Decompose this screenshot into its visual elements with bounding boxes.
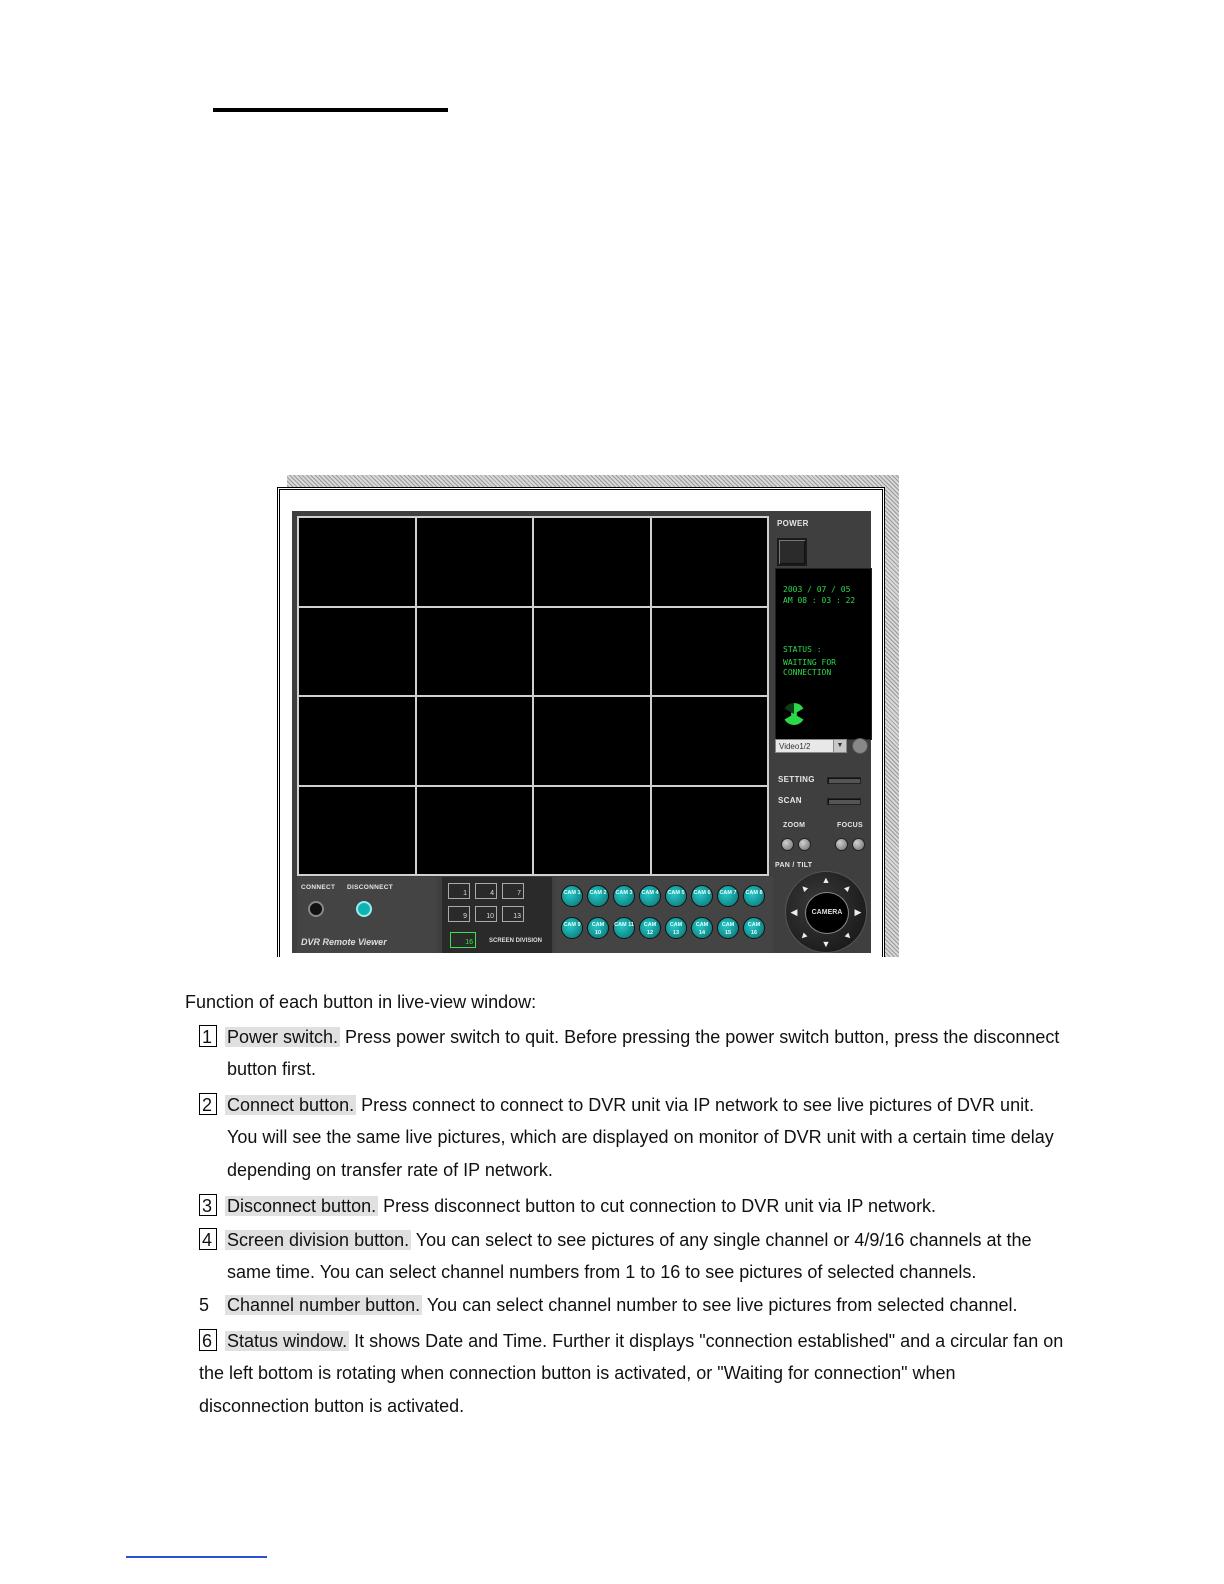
- video-channel-10[interactable]: [417, 697, 533, 785]
- screen-division-panel: [442, 877, 552, 953]
- chevron-down-icon[interactable]: ▼: [833, 740, 846, 752]
- item-4-text: You can select to see pictures of any single channel or 4/9/16 channels at the: [411, 1230, 1032, 1250]
- scan-slider[interactable]: [827, 798, 861, 805]
- division-13-button[interactable]: 13: [502, 906, 524, 922]
- arrow-down-right-icon[interactable]: ▼: [841, 929, 855, 943]
- select-go-button[interactable]: [852, 738, 868, 754]
- header-rule: [213, 108, 448, 112]
- item-3-text: Press disconnect button to cut connection to DVR unit via IP network.: [378, 1196, 937, 1216]
- power-button[interactable]: [777, 538, 807, 566]
- video-channel-8[interactable]: [652, 608, 768, 696]
- item-6-cont-2: disconnection button is activated.: [199, 1396, 465, 1416]
- cam-8-button[interactable]: CAM 8: [743, 885, 765, 907]
- power-label: POWER: [777, 519, 809, 528]
- video-channel-16[interactable]: [652, 787, 768, 875]
- item-2-text: Press connect to connect to DVR unit via IP network to see live pictures of DVR unit.: [356, 1095, 1035, 1115]
- item-6-number: 6: [199, 1329, 217, 1351]
- item-6-text: It shows Date and Time. Further it displays "connection established" and a circular fan on: [349, 1331, 1064, 1351]
- disconnect-label: DISCONNECT: [347, 884, 393, 891]
- item-4-cont-1: same time. You can select channel numbers from 1 to 16 to see pictures of selected channels.: [227, 1262, 977, 1282]
- intro-text: Function of each button in live-view window:: [185, 992, 537, 1012]
- dvr-viewer-window: [292, 511, 871, 953]
- zoom-in-knob[interactable]: [798, 838, 811, 851]
- video-channel-6[interactable]: [417, 608, 533, 696]
- screen-division-label: SCREEN DIVISION: [489, 938, 543, 944]
- item-2-title: Connect button.: [227, 1095, 355, 1115]
- item-5-text: You can select channel number to see live pictures from selected channel.: [422, 1295, 1018, 1315]
- focus-label: FOCUS: [837, 822, 863, 829]
- division-10-button[interactable]: 10: [475, 906, 497, 922]
- connect-button[interactable]: [308, 901, 324, 917]
- item-6-cont-1: the left bottom is rotating when connection button is activated, or "Waiting for connection" when: [199, 1363, 956, 1383]
- video-channel-11[interactable]: [534, 697, 650, 785]
- pan-tilt-label: PAN / TILT: [775, 862, 813, 869]
- cam-13-button[interactable]: CAM 13: [665, 917, 687, 939]
- video-channel-13[interactable]: [299, 787, 415, 875]
- video-channel-9[interactable]: [299, 697, 415, 785]
- item-1-title: Power switch.: [227, 1027, 339, 1047]
- video-grid: [297, 516, 769, 876]
- disconnect-button[interactable]: [356, 901, 372, 917]
- item-2-cont-1: You will see the same live pictures, which are displayed on monitor of DVR unit with a certain time delay: [227, 1127, 1054, 1147]
- cam-1-button[interactable]: CAM 1: [561, 885, 583, 907]
- item-3-title: Disconnect button.: [227, 1196, 377, 1216]
- arrow-left-icon[interactable]: ◀: [790, 907, 798, 917]
- cam-16-button[interactable]: CAM 16: [743, 917, 765, 939]
- video-select-value: Video1/2: [779, 742, 811, 751]
- status-time: AM 08 : 03 : 22: [783, 596, 856, 605]
- fan-icon: [782, 702, 806, 726]
- focus-far-knob[interactable]: [852, 838, 865, 851]
- item-2-cont-2: depending on transfer rate of IP network.: [227, 1160, 553, 1180]
- cam-6-button[interactable]: CAM 6: [691, 885, 713, 907]
- cam-14-button[interactable]: CAM 14: [691, 917, 713, 939]
- division-7-button[interactable]: 7: [502, 883, 524, 899]
- arrow-up-icon[interactable]: ▲: [821, 875, 831, 885]
- item-4-number: 4: [199, 1228, 217, 1250]
- item-5-number: 5: [199, 1295, 210, 1315]
- item-4-title: Screen division button.: [227, 1230, 410, 1250]
- division-9-button[interactable]: 9: [448, 906, 470, 922]
- cam-2-button[interactable]: CAM 2: [587, 885, 609, 907]
- division-16-button[interactable]: 16: [450, 932, 476, 948]
- video-channel-12[interactable]: [652, 697, 768, 785]
- video-channel-7[interactable]: [534, 608, 650, 696]
- arrow-up-right-icon[interactable]: ▲: [841, 881, 855, 895]
- video-channel-14[interactable]: [417, 787, 533, 875]
- item-6-title: Status window.: [227, 1331, 348, 1351]
- arrow-down-icon[interactable]: ▼: [821, 939, 831, 949]
- video-select[interactable]: [775, 739, 847, 753]
- cam-7-button[interactable]: CAM 7: [717, 885, 739, 907]
- cam-10-button[interactable]: CAM 10: [587, 917, 609, 939]
- pan-tilt-control: [785, 871, 867, 953]
- arrow-down-left-icon[interactable]: ▼: [797, 929, 811, 943]
- cam-15-button[interactable]: CAM 15: [717, 917, 739, 939]
- cam-5-button[interactable]: CAM 5: [665, 885, 687, 907]
- item-2-number: 2: [199, 1093, 217, 1115]
- status-window: [775, 568, 872, 740]
- video-channel-4[interactable]: [652, 518, 768, 606]
- connect-label: CONNECT: [301, 884, 336, 891]
- scan-label: SCAN: [778, 796, 802, 805]
- footer-link-rule: [126, 1556, 267, 1558]
- arrow-up-left-icon[interactable]: ▲: [797, 881, 811, 895]
- right-control-panel: [775, 516, 869, 952]
- camera-button[interactable]: CAMERA: [805, 892, 849, 934]
- status-label: STATUS :: [783, 645, 822, 654]
- item-5: [199, 1295, 1018, 1316]
- focus-near-knob[interactable]: [835, 838, 848, 851]
- item-3-number: 3: [199, 1194, 217, 1216]
- item-1-text: Press power switch to quit. Before pressing the power switch button, press the disconnect: [340, 1027, 1060, 1047]
- cam-11-button[interactable]: CAM 11: [613, 917, 635, 939]
- item-1: [199, 1025, 1059, 1048]
- video-channel-1[interactable]: [299, 518, 415, 606]
- division-1-button[interactable]: 1: [448, 883, 470, 899]
- connect-panel: [297, 877, 437, 953]
- item-1-number: 1: [199, 1025, 217, 1047]
- item-1-cont-1: button first.: [227, 1059, 317, 1079]
- zoom-label: ZOOM: [783, 822, 806, 829]
- item-3: [199, 1194, 936, 1217]
- division-4-button[interactable]: 4: [475, 883, 497, 899]
- status-message-2: CONNECTION: [783, 668, 832, 677]
- app-title: DVR Remote Viewer: [301, 937, 387, 947]
- status-message-1: WAITING FOR: [783, 658, 836, 667]
- zoom-out-knob[interactable]: [781, 838, 794, 851]
- cam-9-button[interactable]: CAM 9: [561, 917, 583, 939]
- video-channel-2[interactable]: [417, 518, 533, 606]
- item-4: [199, 1228, 1032, 1251]
- video-channel-15[interactable]: [534, 787, 650, 875]
- channel-number-panel: [555, 877, 773, 953]
- setting-slider[interactable]: [827, 777, 861, 784]
- arrow-right-icon[interactable]: ▶: [854, 907, 862, 917]
- item-2: [199, 1093, 1034, 1116]
- cam-12-button[interactable]: CAM 12: [639, 917, 661, 939]
- video-channel-3[interactable]: [534, 518, 650, 606]
- status-date: 2003 / 07 / 05: [783, 585, 851, 594]
- item-6: [199, 1329, 1063, 1352]
- video-channel-5[interactable]: [299, 608, 415, 696]
- bottom-bar: [297, 877, 769, 953]
- cam-3-button[interactable]: CAM 3: [613, 885, 635, 907]
- item-5-title: Channel number button.: [227, 1295, 421, 1315]
- cam-4-button[interactable]: CAM 4: [639, 885, 661, 907]
- setting-label: SETTING: [778, 775, 815, 784]
